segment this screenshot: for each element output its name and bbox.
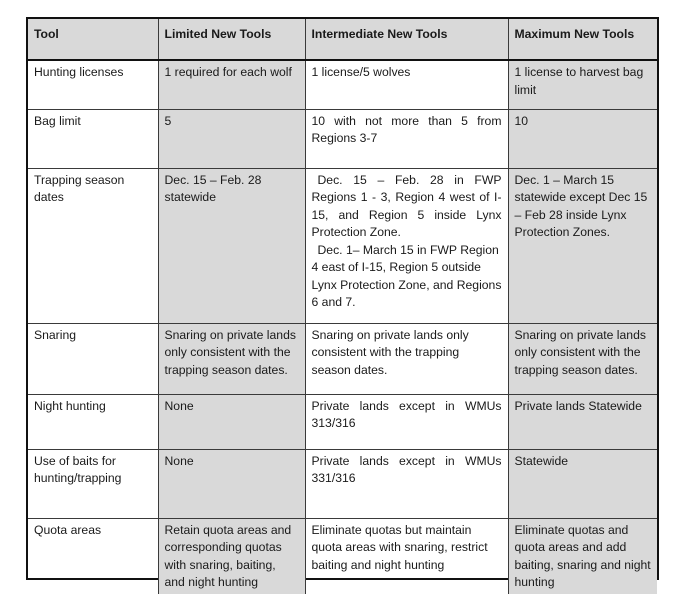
row-bag-limit-tool: Bag limit — [28, 109, 158, 168]
table-row — [28, 109, 657, 168]
row-snaring-tool: Snaring — [28, 323, 158, 394]
row-snaring-intermediate: Snaring on private lands only consistent with the trapping season dates. — [305, 323, 508, 394]
row-baits-tool: Use of baits for hunting/trapping — [28, 449, 158, 518]
row-snaring-maximum: Snaring on private lands only consistent with the trapping season dates. — [508, 323, 657, 394]
header-intermediate-new-tools: Intermediate New Tools — [305, 19, 508, 60]
table-row — [28, 60, 657, 109]
table-row — [28, 323, 657, 394]
header-maximum-new-tools: Maximum New Tools — [508, 19, 657, 60]
row-trapping-season-limited: Dec. 15 – Feb. 28 statewide — [158, 168, 305, 323]
row-quota-areas-intermediate: Eliminate quotas but maintain quota areas with snaring, restrict baiting and night hunting — [305, 518, 508, 594]
row-trapping-season-tool: Trapping season dates — [28, 168, 158, 323]
table-row — [28, 518, 657, 594]
row-night-hunting-intermediate: Private lands except in WMUs 313/316 — [305, 394, 508, 449]
table-row — [28, 168, 657, 323]
table-row — [28, 449, 657, 518]
table-row — [28, 394, 657, 449]
row-quota-areas-tool: Quota areas — [34, 522, 102, 537]
wolf-management-tools-table — [28, 19, 657, 594]
row-bag-limit-maximum: 10 — [508, 109, 657, 168]
row-baits-maximum: Statewide — [508, 449, 657, 518]
row-trapping-season-intermediate — [305, 168, 508, 323]
row-night-hunting-limited: None — [158, 394, 305, 449]
row-hunting-licenses-limited: 1 required for each wolf — [158, 60, 305, 109]
row-night-hunting-maximum: Private lands Statewide — [508, 394, 657, 449]
row-hunting-licenses-maximum: 1 license to harvest bag limit — [508, 60, 657, 109]
row-baits-limited: None — [158, 449, 305, 518]
row-quota-areas-maximum: Eliminate quotas and quota areas and add baiting, snaring and night hunting — [508, 518, 657, 594]
row-hunting-licenses-tool: Hunting licenses — [28, 60, 158, 109]
row-bag-limit-intermediate: 10 with not more than 5 from Regions 3-7 — [305, 109, 508, 168]
header-tool: Tool — [28, 19, 158, 60]
row-snaring-limited: Snaring on private lands only consistent with the trapping season dates. — [158, 323, 305, 394]
header-limited-new-tools: Limited New Tools — [158, 19, 305, 60]
row-hunting-licenses-intermediate: 1 license/5 wolves — [305, 60, 508, 109]
trapping-intermediate-zone-a: Dec. 15 – Feb. 28 in FWP Regions 1 - 3, Region 4 west of I-15, and Region 5 inside Lynx Protection Zone. — [311, 172, 502, 239]
row-trapping-season-maximum: Dec. 1 – March 15 statewide except Dec 15 – Feb 28 inside Lynx Protection Zones. — [508, 168, 657, 323]
row-quota-areas-limited: Retain quota areas and corresponding quotas with snaring, baiting, and night hunting — [158, 518, 305, 594]
row-night-hunting-tool: Night hunting — [28, 394, 158, 449]
table-header-row — [28, 19, 657, 60]
row-bag-limit-limited: 5 — [158, 109, 305, 168]
row-baits-intermediate: Private lands except in WMUs 331/316 — [305, 449, 508, 518]
wolf-tools-table-container — [26, 17, 659, 589]
trapping-intermediate-zone-b: Dec. 1– March 15 in FWP Region 4 east of I-15, Region 5 outside Lynx Protection Zone, and Regions 6 and 7. — [311, 242, 502, 309]
